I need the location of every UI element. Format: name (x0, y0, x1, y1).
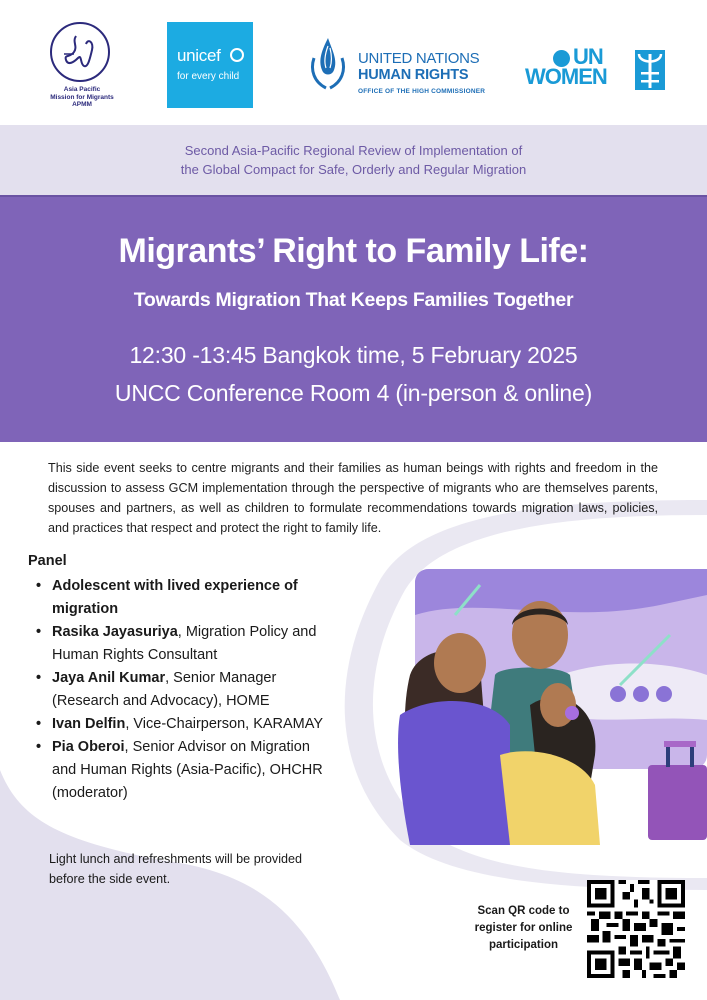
apmm-logo-text: Asia Pacific Mission for Migrants APMM (50, 86, 114, 108)
panel-member: • Rasika Jayasuriya, Migration Policy and Human Rights Consultant (34, 621, 330, 667)
panel-member: • Adolescent with lived experience of migration (34, 575, 330, 621)
panel-member: • Ivan Delfin, Vice-Chairperson, KARAMAY (34, 713, 330, 736)
flame-laurel-icon (308, 36, 348, 96)
event-description: This side event seeks to centre migrants and their families as human beings with rights and freedom in the discussion to assess GCM implementation through the perspective of migrants who are themselves parents, spouses and partners, as well as children to formulate recommendations towards migration laws, policies, and practices that respect and protect the right to family life. (48, 461, 658, 535)
un-women-logo: UN WOMEN (525, 48, 665, 94)
panel-member: • Pia Oberoi, Senior Advisor on Migration and Human Rights (Asia-Pacific), OHCHR (moderator) (34, 736, 330, 805)
panel-heading: Panel (28, 553, 67, 569)
family-illustration (360, 555, 707, 845)
un-globe-icon (230, 48, 244, 62)
event-context: Second Asia-Pacific Regional Review of Implementation of the Global Compact for Safe, Orderly and Regular Migration (180, 143, 527, 177)
event-title: Migrants’ Right to Family Life: (118, 232, 589, 270)
event-time: 12:30 -13:45 Bangkok time, 5 February 2025 (129, 342, 578, 368)
unicef-logo (167, 22, 253, 108)
unicef-tagline: for every child (177, 71, 240, 82)
lunch-note: Light lunch and refreshments will be provided before the side event. (49, 852, 302, 886)
panel-member: • Jaya Anil Kumar, Senior Manager (Research and Advocacy), HOME (34, 667, 330, 713)
apmm-emblem-icon (50, 22, 110, 82)
un-human-rights-logo: UNITED NATIONS HUMAN RIGHTS OFFICE OF THE HIGH COMMISSIONER (308, 36, 498, 98)
qr-caption: Scan QR code to register for online participation (474, 905, 573, 951)
event-venue: UNCC Conference Room 4 (in-person & online) (114, 380, 593, 406)
registration-qr-code[interactable] (587, 880, 685, 978)
event-subtitle: Towards Migration That Keeps Families Together (133, 289, 574, 311)
un-women-symbol-icon (635, 50, 665, 90)
apmm-logo (44, 22, 120, 110)
unicef-wordmark: unicef (177, 46, 221, 65)
panel-list (34, 575, 330, 805)
